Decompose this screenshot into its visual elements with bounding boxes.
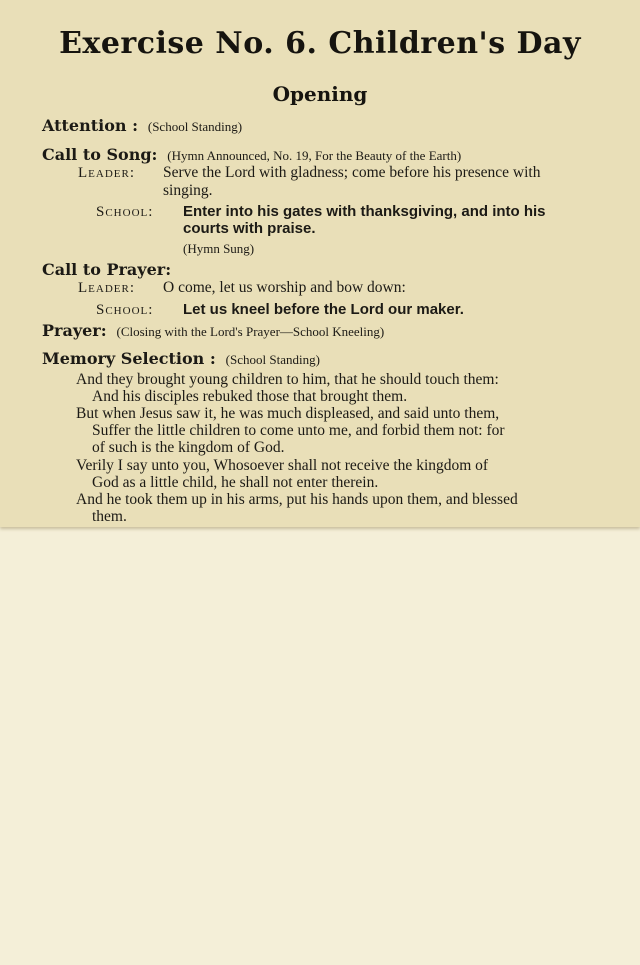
prayer-school-label: School: xyxy=(96,302,154,318)
scripture-line: them. xyxy=(92,508,127,525)
attention-heading: Attention : xyxy=(42,116,138,135)
prayer-school-text: Let us kneel before the Lord our maker. xyxy=(183,301,464,318)
call-to-prayer-line xyxy=(42,261,171,280)
section-heading-opening: Opening xyxy=(272,82,368,106)
page-title: Exercise No. 6. Children's Day xyxy=(59,26,581,61)
prayer-note: (Closing with the Lord's Prayer—School Kneeling) xyxy=(116,324,385,339)
prayer-line xyxy=(42,322,384,341)
song-school-text-1: Enter into his gates with thanksgiving, and into his xyxy=(183,203,546,220)
song-leader-text-1: Serve the Lord with gladness; come before his presence with xyxy=(163,164,541,181)
song-leader-label: Leader: xyxy=(78,165,135,181)
scripture-line: Suffer the little children to come unto me, and forbid them not: for xyxy=(92,422,505,439)
memory-selection-note: (School Standing) xyxy=(225,352,320,367)
memory-selection-line xyxy=(42,350,320,369)
prayer-leader-text: O come, let us worship and bow down: xyxy=(163,279,406,296)
attention-note: (School Standing) xyxy=(147,119,243,134)
prayer-heading: Prayer: xyxy=(42,321,107,340)
scripture-line: God as a little child, he shall not enter therein. xyxy=(92,474,379,491)
call-to-song-line xyxy=(42,146,461,165)
scripture-line: But when Jesus saw it, he was much displeased, and said unto them, xyxy=(76,405,500,422)
call-to-song-heading: Call to Song: xyxy=(42,145,158,164)
hymn-sung-note: (Hymn Sung) xyxy=(183,241,255,256)
memory-selection-heading: Memory Selection : xyxy=(42,349,216,368)
prayer-leader-label: Leader: xyxy=(78,280,135,296)
scripture-line: Verily I say unto you, Whosoever shall not receive the kingdom of xyxy=(76,457,489,474)
scripture-line: And he took them up in his arms, put his hands upon them, and blessed xyxy=(76,491,518,508)
attention-line xyxy=(42,117,242,136)
scripture-line: And they brought young children to him, that he should touch them: xyxy=(76,371,499,388)
call-to-song-note: (Hymn Announced, No. 19, For the Beauty of the Earth) xyxy=(167,148,462,163)
song-school-label: School: xyxy=(96,204,154,220)
song-school-text-2: courts with praise. xyxy=(183,220,316,237)
song-leader-text-2: singing. xyxy=(163,182,213,199)
scripture-line: And his disciples rebuked those that brought them. xyxy=(92,388,408,405)
scripture-line: of such is the kingdom of God. xyxy=(92,439,285,456)
call-to-prayer-heading: Call to Prayer: xyxy=(42,260,172,279)
